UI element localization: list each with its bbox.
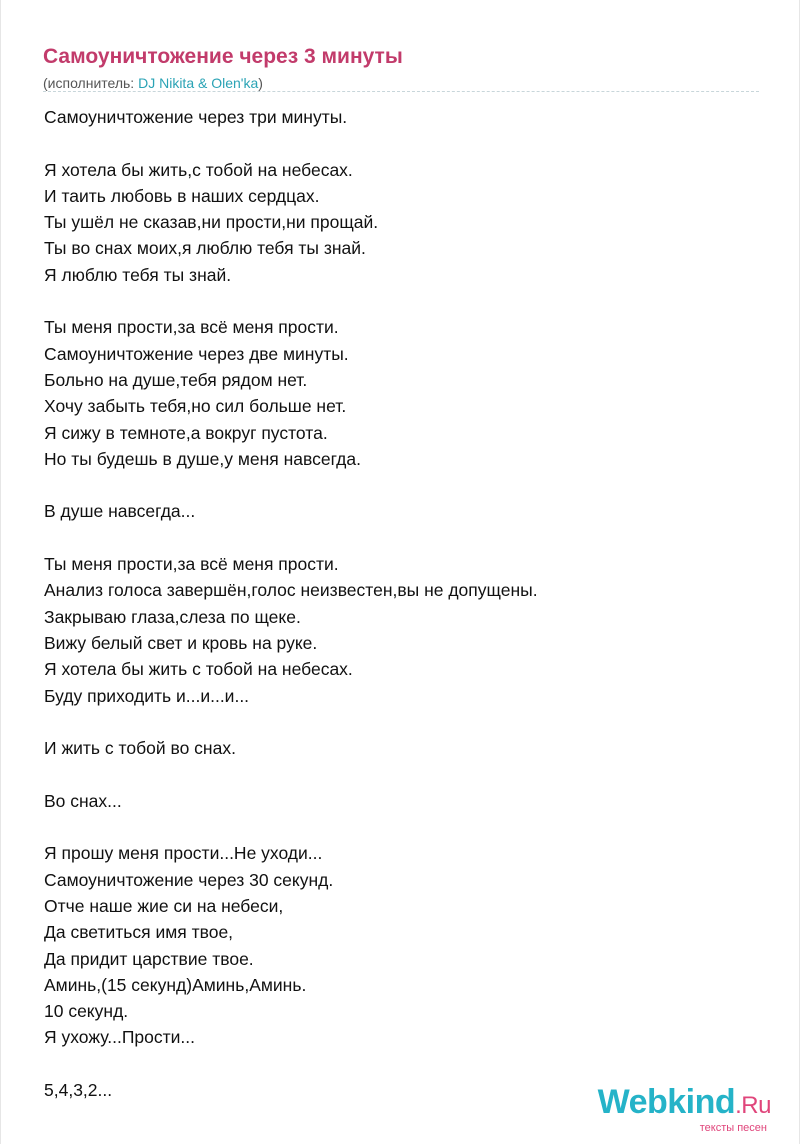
lyric-line: 10 секунд.: [44, 1001, 129, 1022]
lyric-line: Вижу белый свет и кровь на руке.: [44, 632, 318, 653]
lyric-line: Отче наше жие си на небеси,: [44, 895, 284, 916]
lyric-line: Закрываю глаза,слеза по щеке.: [44, 606, 301, 627]
lyric-line: Самоуничтожение через две минуты.: [44, 343, 349, 364]
stanza-break: [44, 761, 760, 787]
logo-tld: .Ru: [735, 1092, 771, 1119]
lyrics-text: [44, 104, 760, 1103]
lyric-line: Буду приходить и...и...и...: [44, 685, 250, 706]
logo-tagline: тексты песен: [699, 1122, 767, 1134]
lyric-line: Хочу забыть тебя,но сил больше нет.: [44, 396, 347, 417]
stanza-break: [44, 472, 760, 498]
lyric-line: Ты меня прости,за всё меня прости.: [44, 554, 339, 575]
stanza-break: [44, 1051, 760, 1077]
song-title: Самоуничтожение через 3 минуты: [43, 45, 403, 68]
webkind-logo[interactable]: [598, 1084, 771, 1134]
logo-wordmark: [598, 1084, 771, 1124]
lyric-line: Я хотела бы жить с тобой на небесах.: [44, 659, 353, 680]
stanza-break: [44, 814, 760, 840]
lyric-line: Но ты будешь в душе,у меня навсегда.: [44, 448, 361, 469]
lyric-line: И жить с тобой во снах.: [44, 738, 236, 759]
song-header: [43, 44, 759, 92]
lyric-line: В душе навсегда...: [44, 501, 196, 522]
lyric-line: Да светиться имя твое,: [44, 922, 234, 943]
stanza-break: [44, 288, 760, 314]
lyric-line: Самоуничтожение через три минуты.: [44, 107, 348, 127]
lyric-line: Я ухожу...Прости...: [44, 1027, 195, 1048]
stanza-break: [44, 130, 760, 156]
lyric-line: Ты меня прости,за всё меня прости.: [44, 317, 339, 338]
lyric-line: Анализ голоса завершён,голос неизвестен,вы не допущены.: [44, 580, 538, 601]
lyric-line: Аминь,(15 секунд)Аминь,Аминь.: [44, 974, 307, 995]
lyric-line: Самоуничтожение через 30 секунд.: [44, 869, 334, 890]
credit-suffix: ): [258, 75, 263, 91]
header-divider: [43, 91, 759, 92]
lyric-line: Да придит царствие твое.: [44, 948, 254, 969]
lyric-line: 5,4,3,2...: [44, 1079, 113, 1100]
lyric-line: Ты ушёл не сказав,ни прости,ни прощай.: [44, 212, 379, 233]
lyric-line: Больно на душе,тебя рядом нет.: [44, 369, 308, 390]
lyric-line: Во снах...: [44, 790, 122, 811]
lyric-line: Я хотела бы жить,с тобой на небесах.: [44, 159, 353, 180]
logo-main-text: Webkind: [597, 1083, 736, 1121]
stanza-break: [44, 525, 760, 551]
artist-credit: [43, 74, 759, 92]
lyric-line: Я сижу в темноте,а вокруг пустота.: [44, 422, 328, 443]
lyric-line: И таить любовь в наших сердцах.: [44, 185, 320, 206]
lyric-line: Я прошу меня прости...Не уходи...: [44, 843, 323, 864]
lyric-line: Я люблю тебя ты знай.: [44, 264, 232, 285]
lyric-line: Ты во снах моих,я люблю тебя ты знай.: [44, 238, 366, 259]
credit-prefix: (исполнитель:: [43, 75, 139, 91]
artist-link[interactable]: DJ Nikita & Olen'ka: [138, 75, 259, 91]
stanza-break: [44, 709, 760, 735]
